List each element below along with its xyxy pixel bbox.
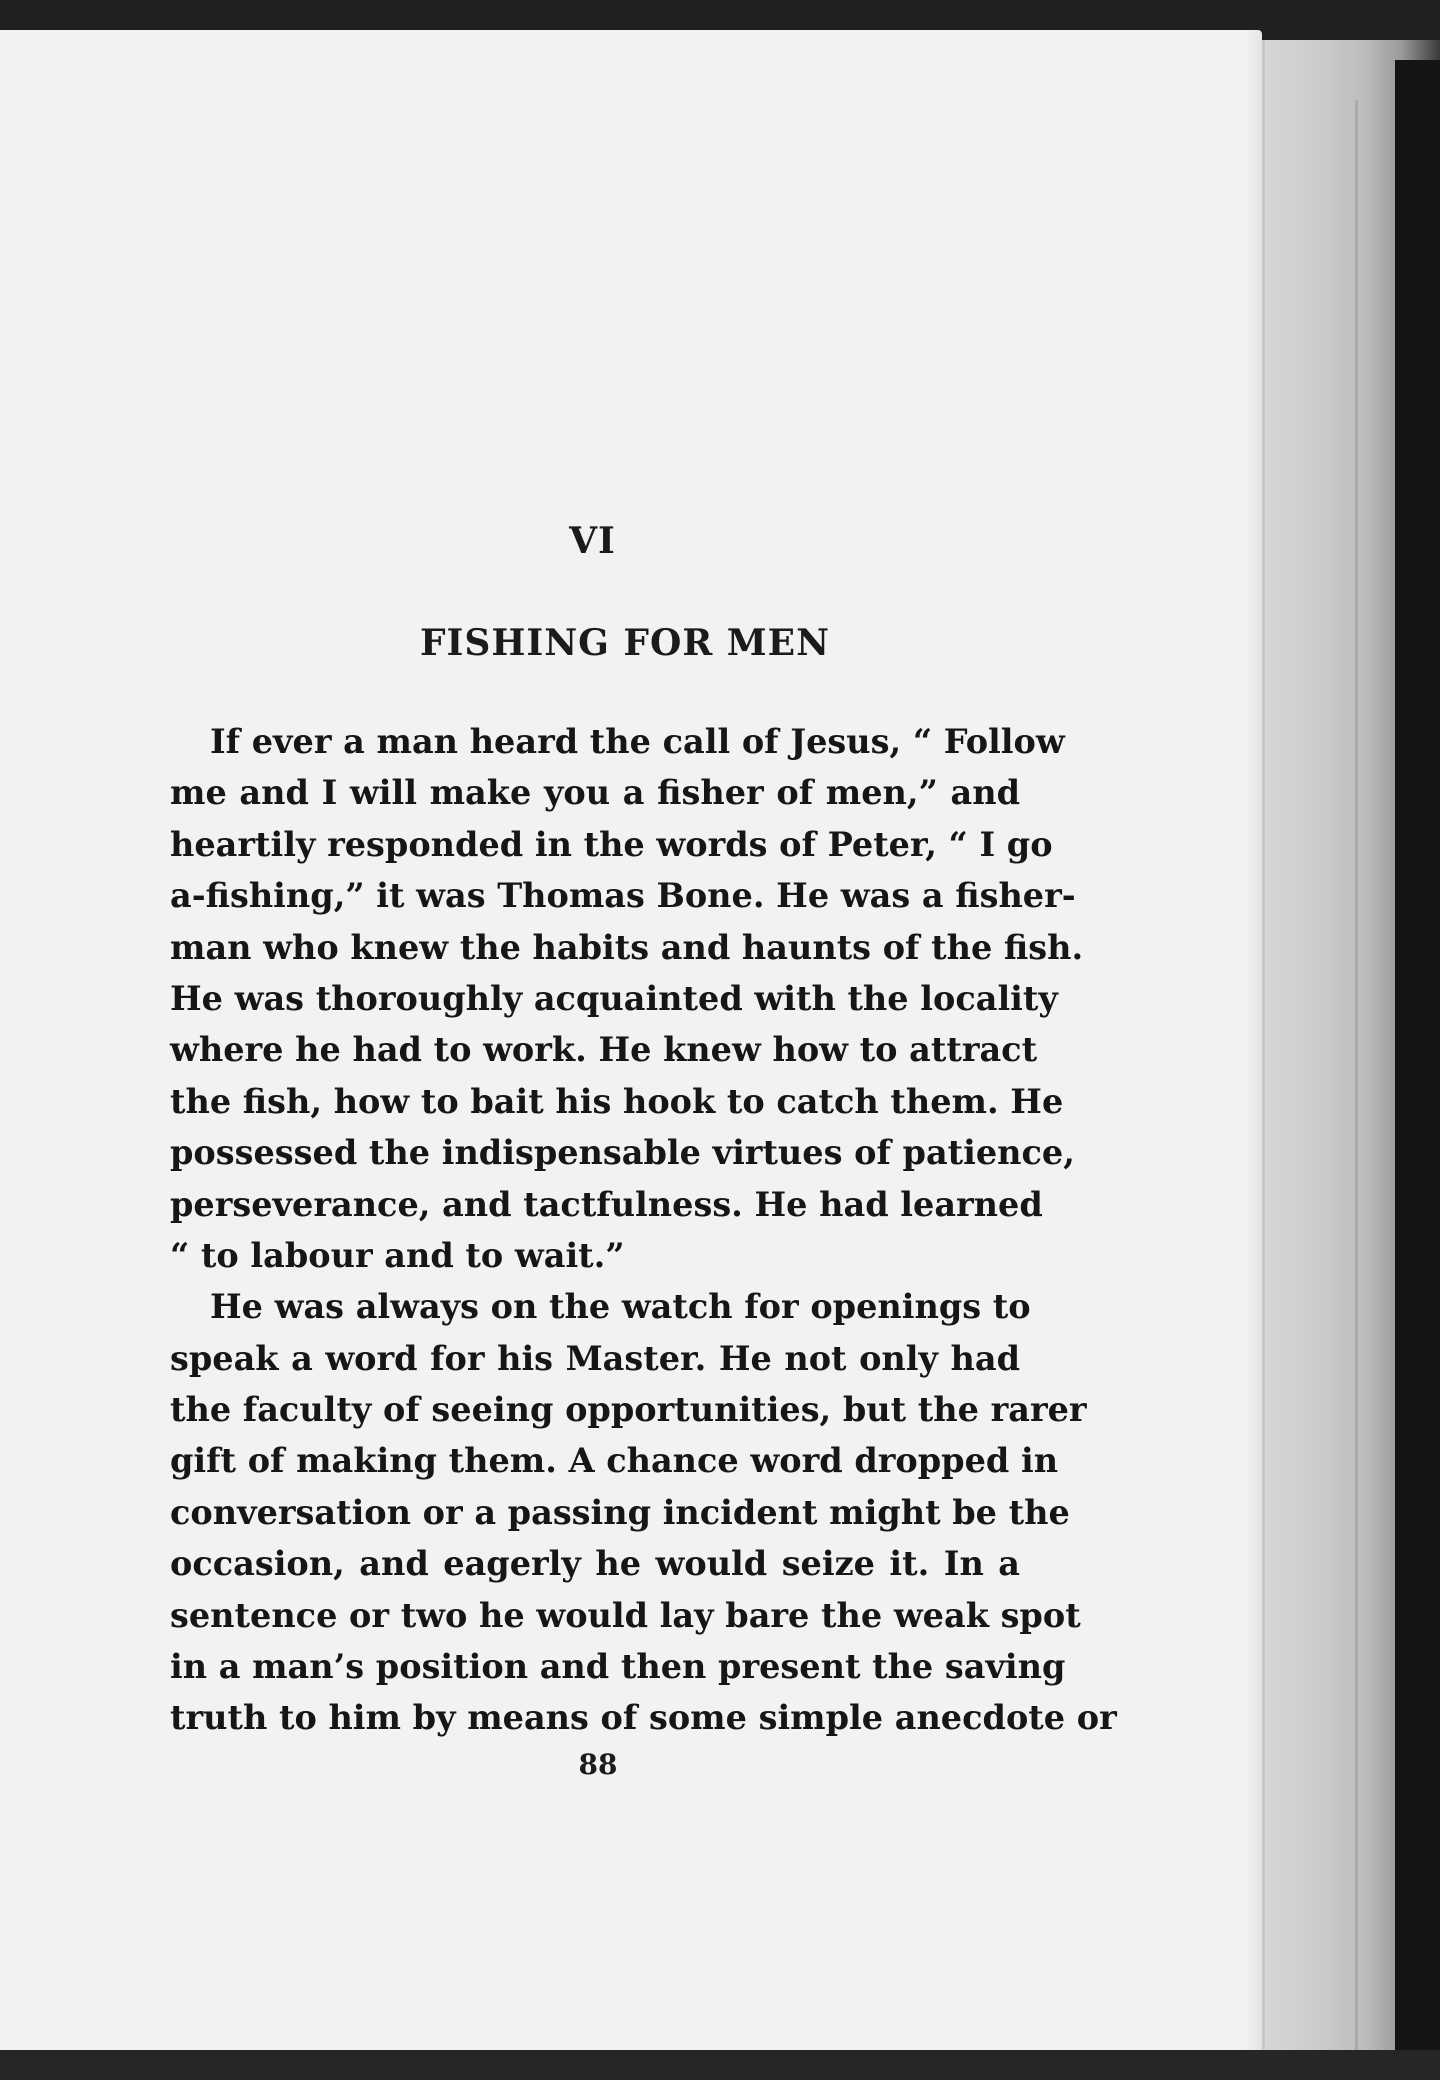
text-line: the fish, how to bait his hook to catch them. He [170, 1081, 1064, 1121]
text-line: in a man’s position and then present the saving [170, 1647, 1066, 1687]
text-line: the faculty of seeing opportunities, but the rarer [170, 1390, 1087, 1430]
text-line: He was thoroughly acquainted with the locality [170, 978, 1058, 1018]
binding-edge [1395, 60, 1440, 2080]
body-text [170, 716, 1117, 1744]
chapter-title: FISHING FOR MEN [420, 622, 830, 664]
chapter-number: VI [569, 520, 616, 562]
text-line: occasion, and eagerly he would seize it. In a [170, 1544, 1020, 1584]
text-line: “ to labour and to wait.” [170, 1235, 625, 1275]
text-line: perseverance, and tactfulness. He had learned [170, 1184, 1043, 1224]
text-line: me and I will make you a fisher of men,” and [170, 773, 1020, 813]
text-line: gift of making them. A chance word dropped in [170, 1441, 1059, 1481]
page-shadow [1245, 30, 1265, 2080]
binding-line [1355, 100, 1358, 2060]
text-line: man who knew the habits and haunts of the fish. [170, 927, 1084, 967]
book-page [0, 30, 1262, 2080]
text-line: a-fishing,” it was Thomas Bone. He was a fisher- [170, 876, 1076, 916]
text-line: speak a word for his Master. He not only had [170, 1338, 1020, 1378]
text-line: heartily responded in the words of Peter, “ I go [170, 824, 1053, 864]
text-line: where he had to work. He knew how to attract [170, 1030, 1038, 1070]
text-line: He was always on the watch for openings to [210, 1287, 1031, 1327]
text-line: conversation or a passing incident might be the [170, 1492, 1070, 1532]
text-line: truth to him by means of some simple anecdote or [170, 1698, 1117, 1738]
page-number: 88 [578, 1748, 618, 1781]
text-line: possessed the indispensable virtues of patience, [170, 1133, 1075, 1173]
scan-bottom-edge [0, 2050, 1440, 2080]
text-line: sentence or two he would lay bare the weak spot [170, 1595, 1081, 1635]
text-line: If ever a man heard the call of Jesus, “ Follow [210, 722, 1065, 761]
